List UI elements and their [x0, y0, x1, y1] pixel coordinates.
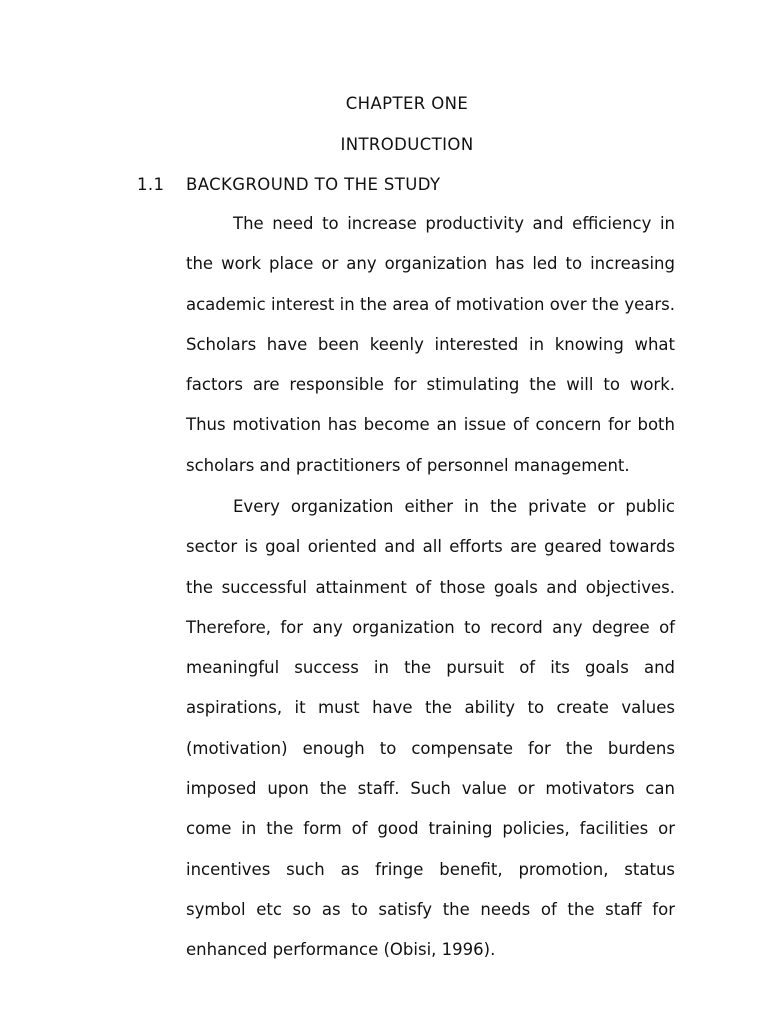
section-heading: [137, 175, 440, 195]
section-number: 1.1: [137, 175, 165, 194]
chapter-title: CHAPTER ONE: [345, 94, 469, 113]
body-paragraph: Every organization either in the private or public sector is goal oriented and all efforts are geared towards the successful attainment of those goals and objectives. Therefore, for any organization to record any degree of meaningful success in the pursuit of its goals and aspirations, it must have the ability to create values (motivation) enough to compensate for the burdens imposed upon the staff. Such value or motivators can come in the form of good training policies, facilities or incentives such as fringe benefit, promotion, status symbol etc so as to satisfy the needs of the staff for enhanced performance (Obisi, 1996).: [186, 497, 675, 960]
section-title: BACKGROUND TO THE STUDY: [186, 175, 441, 194]
chapter-subtitle: INTRODUCTION: [340, 135, 474, 154]
body-paragraph: The need to increase productivity and efficiency in the work place or any organization has led to increasing academic interest in the area of motivation over the years. Scholars have been keenly interested in knowing what factors are responsible for stimulating the will to work. Thus motivation has become an issue of concern for both scholars and practitioners of personnel management.: [186, 214, 675, 475]
